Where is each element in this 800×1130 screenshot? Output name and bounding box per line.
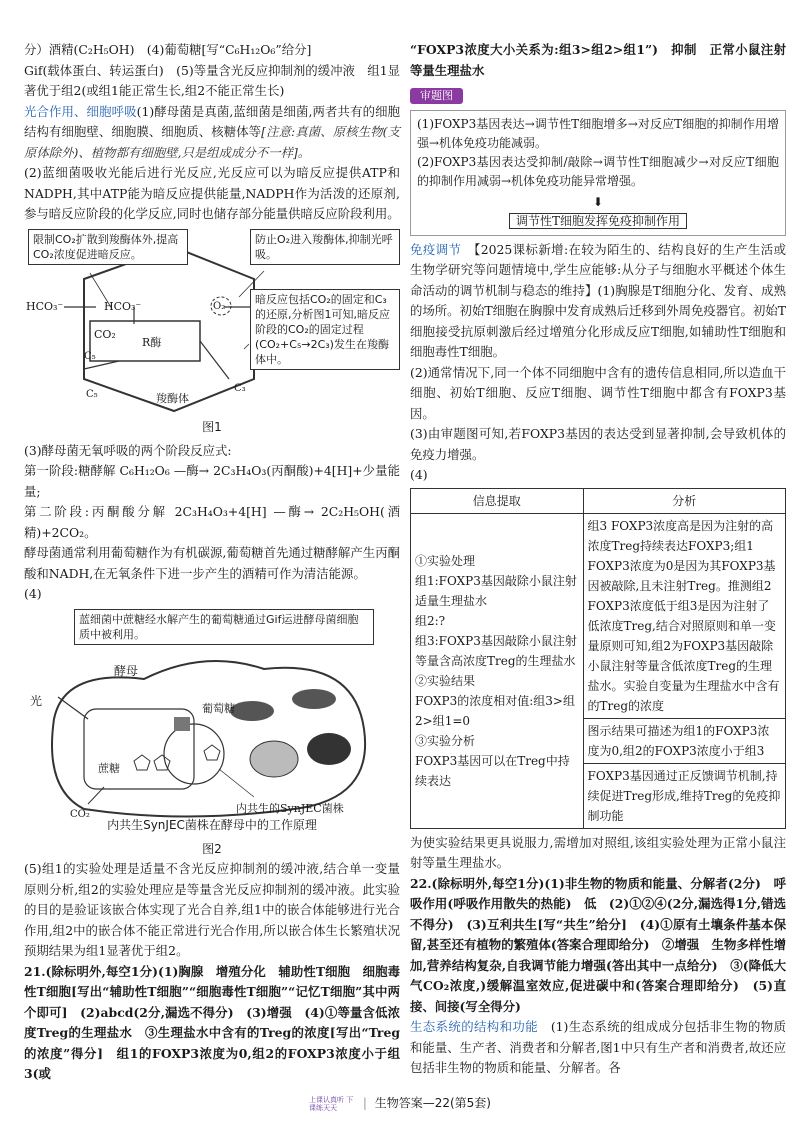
explain-1: (1)酵母菌是真菌,蓝细菌是细菌,两者共有的细胞结构有细胞壁、细胞膜、细胞质、核糖体等 [24, 103, 400, 139]
review-figure-tag: 审题图 [410, 88, 463, 104]
table-header-row [411, 488, 786, 513]
note-box-co2: 限制CO₂扩散到羧酶体外,提高CO₂浓度促进暗反应。 [28, 229, 188, 265]
analysis-table [410, 488, 786, 829]
figure-2-title: 内共生SynJEC菌株在酵母中的工作原理 [107, 817, 317, 832]
label-hco3-inside: HCO₃⁻ [104, 299, 142, 313]
explain-3: (3)酵母菌无氧呼吸的两个阶段反应式: [24, 442, 232, 458]
label-light: 光 [30, 693, 43, 708]
review-figure-tag-row [410, 85, 786, 106]
review-summary-box: 调节性T细胞发挥免疫抑制作用 [509, 213, 687, 229]
label-carboxysome: 羧酶体 [156, 391, 189, 405]
figure-1 [24, 229, 400, 437]
label-synjec: 内共生的SynJEC菌株 [236, 801, 344, 815]
immune-explain-1: 【2025课标新增:在较为陌生的、结构良好的生产生活或生物学研究等问题情境中,学生应能够:从分子与细胞水平概述个体生命活动的调节机制与稳态的维持】(1)胸腺是T细胞分化、发育、成熟的场所。初始T细胞在胸腺中发育成熟后迁移到外周免疫器官。初始T细胞接受抗原刺激后经过增殖分化形成反应T细胞,如辅助性T细胞和细胞毒性T细胞。 [410, 241, 787, 359]
topic-ecosystem [410, 1017, 786, 1079]
topic-immune-label: 免疫调节 [410, 241, 462, 257]
figure-1-caption: 图1 [202, 419, 222, 434]
table-cell-analysis-1: 组3 FOXP3浓度高是因为注射的高浓度Treg持续表达FOXP3;组1 FOXP3浓度为0是因为其FOXP3基因被敲除,且未注射Treg。推测组2 FOXP3浓度低于组3是因为注射了低浓度Treg,结合对照原则和单一变量原则可知,组2为FOXP3基因敲除小鼠注射等量含低浓度Treg的生理盐水。实验自变量为生理盐水中含有的Treg的浓度 [583, 513, 786, 718]
answer-line-1: 分）酒精(C₂H₅OH) (4)葡萄糖[写“C₆H₁₂O₆”给分] [24, 42, 312, 57]
review-line-1: (1)FOXP3基因表达→调节性T细胞增多→对反应T细胞的抑制作用增强→机体免疫功能减弱。 [417, 116, 779, 150]
topic-photosynthesis [24, 102, 400, 164]
answer-21-cont: “FOXP3浓度大小关系为:组3>组2>组1”) 抑制 正常小鼠注射等量生理盐水 [410, 42, 786, 78]
review-line-2: (2)FOXP3基因表达受抑制/敲除→调节性T细胞减少→对反应T细胞的抑制作用减弱→机体免疫功能异常增强。 [417, 154, 779, 188]
label-o2: O₂ [213, 300, 226, 312]
topic-immune [410, 240, 786, 363]
note-box-dark-reaction: 暗反应包括CO₂的固定和C₃的还原,分析图1可知,暗反应阶段的CO₂的固定过程(CO₂+C₅→2C₃)发生在羧酶体中。 [250, 289, 400, 370]
stage-2: 第二阶段:丙酮酸分解 2C₃H₄O₃+4[H] —酶→ 2C₂H₅OH(酒精)+2CO₂。 [24, 504, 400, 540]
immune-explain-3: (3)由审题图可知,若FOXP3基因的表达受到显著抑制,会导致机体的免疫力增强。 [410, 426, 786, 462]
table-row [411, 513, 786, 718]
topic-ecosystem-label: 生态系统的结构和功能 [410, 1019, 539, 1034]
review-figure-box [410, 110, 786, 236]
table-header-info: 信息提取 [411, 488, 584, 513]
table-cell-info: ①实验处理 组1:FOXP3基因敲除小鼠注射适量生理盐水 组2:? 组3:FOXP3基因敲除小鼠注射等量含高浓度Treg的生理盐水 ②实验结果 FOXP3的浓度相对值:组3>组2>组1=0 ③实验分析 FOXP3基因可以在Treg中持续表达 [411, 513, 584, 828]
page-footer [0, 1094, 800, 1112]
table-cell-analysis-3: FOXP3基因通过正反馈调节机制,持续促进Treg形成,维持Treg的免疫抑制功能 [583, 763, 786, 828]
label-glucose: 葡萄糖 [202, 701, 235, 715]
immune-q4-label: (4) [410, 467, 428, 482]
question-4-label: (4) [24, 586, 42, 601]
answer-21: 21.(除标明外,每空1分)(1)胸腺 增殖分化 辅助性T细胞 细胞毒性T细胞[写出“辅助性T细胞”“细胞毒性T细胞”“记忆T细胞”其中两个即可] (2)abcd(2分,漏选不得分) (3)增强 (4)①等量含低浓度Treg的生理盐水 ③生理盐水中含有的Treg的浓度[写出“Treg的浓度”得分] 组1的FOXP3浓度为0,组2的FOXP3浓度小于组3(或 [24, 963, 400, 1081]
publisher-logo: 上课认真听 下课练天天 [309, 1095, 354, 1112]
figure-2-caption: 图2 [202, 841, 222, 856]
immune-explain-2: (2)通常情况下,同一个体不同细胞中含有的遗传信息相同,所以造血干细胞、初始T细胞、反应T细胞、调节性T细胞中都含有FOXP3基因。 [410, 364, 786, 421]
explain-5: (5)组1的实验处理是适量不含光反应抑制剂的缓冲液,结合单一变量原则分析,组2的实验处理应是等量含光反应抑制剂的缓冲液。此实验的目的是验证该嵌合体实现了光合自养,组1中的嵌合体能够进行光合作用,组2中的嵌合体不能正常进行光合作用,所以嵌合体生长繁殖状况预期结果为组1显著优于组2。 [24, 861, 400, 958]
note-box-o2: 防止O₂进入羧酶体,抑制光呼吸。 [250, 229, 400, 265]
explain-1-note: [注意:真菌、原核生物(支原体除外)、植物都有细胞壁,只是组成成分不一样]。 [24, 124, 401, 160]
table-cell-analysis-2: 图示结果可描述为组1的FOXP3浓度为0,组2的FOXP3浓度小于组3 [583, 718, 786, 763]
label-hco3-outside: HCO₃⁻ [26, 299, 64, 313]
label-sucrose: 蔗糖 [98, 761, 120, 775]
immune-explain-4: 为使实验结果更具说服力,需增加对照组,该组实验处理为正常小鼠注射等量生理盐水。 [410, 834, 786, 870]
label-yeast: 酵母 [114, 663, 139, 678]
label-c5-b: C₅ [86, 388, 98, 400]
footer-page-label: 生物答案—22(第5套) [374, 1096, 491, 1110]
review-arrow: ⬇ [592, 194, 604, 209]
label-co2-out: CO₂ [70, 808, 90, 820]
stage-1: 第一阶段:糖酵解 C₆H₁₂O₆ —酶→ 2C₃H₄O₃(丙酮酸)+4[H]+少量能量; [24, 463, 400, 499]
note-box-sucrose: 蓝细菌中蔗糖经水解产生的葡萄糖通过Gif运进酵母菌细胞质中被利用。 [74, 609, 374, 645]
label-c5-a: C₅ [84, 350, 96, 362]
label-co2: CO₂ [94, 327, 116, 341]
explain-2: (2)蓝细菌吸收光能后进行光反应,光反应可以为暗反应提供ATP和NADPH,其中ATP能为暗反应提供能量,NADPH作为活泼的还原剂,参与暗反应阶段的化学反应,同时也储存部分能量供暗反应阶段利用。 [24, 165, 400, 221]
topic-label: 光合作用、细胞呼吸 [24, 103, 137, 119]
table-header-analysis: 分析 [583, 488, 786, 513]
footer-divider: | [362, 1096, 367, 1110]
right-column [410, 40, 786, 1079]
label-c3: C₃ [234, 382, 246, 394]
label-r-enzyme: R酶 [142, 335, 162, 349]
ecosystem-explain-1: (1)生态系统的组成成分包括非生物的物质和能量、生产者、消费者和分解者,图1中只有生产者和消费者,故还应包括非生物的物质和能量、分解者。各 [410, 1019, 787, 1075]
answer-22: 22.(除标明外,每空1分)(1)非生物的物质和能量、分解者(2分) 呼吸作用(呼吸作用散失的热能) 低 (2)①②④(2分,漏选得1分,错选不得分) (3)互利共生[写“共生”给分] (4)①原有土壤条件基本保留,甚至还有植物的繁殖体(答案合理即给分) ②增强 生物多样性增加,营养结构复杂,自我调节能力增强(答出其中一点给分) ③(降低大气CO₂浓度,)缓解温室效应,促进碳中和(答案合理即给分) (5)直接、间接(写全得分) [410, 875, 786, 1014]
figure-2 [24, 609, 400, 835]
explain-3b: 酵母菌通常利用葡萄糖作为有机碳源,葡萄糖首先通过糖酵解产生丙酮酸和NADH,在无氧条件下进一步产生的酒精可作为清洁能源。 [24, 545, 400, 581]
answer-line-2: Gif(载体蛋白、转运蛋白) (5)等量含光反应抑制剂的缓冲液 组1显著优于组2(或组1能正常生长,组2不能正常生长) [24, 62, 400, 98]
left-column [24, 40, 400, 1085]
